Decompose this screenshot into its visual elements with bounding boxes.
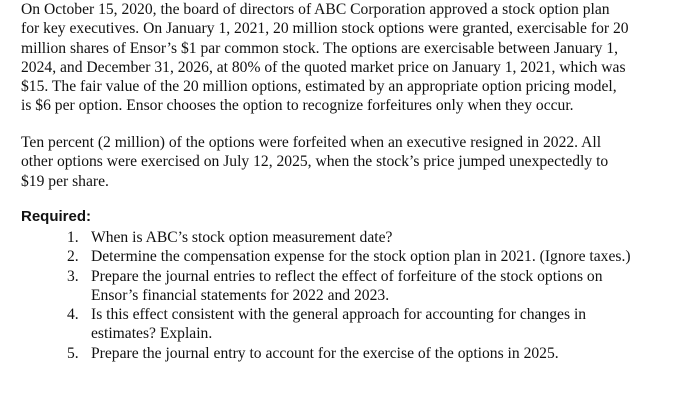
intro-paragraph: On October 15, 2020, the board of directors of ABC Corporation approved a stock option plan for key executives. On January 1, 2021, 20 million stock options were granted, exercisable for 20 million shares of Ensor’s $1 par common stock. The options are exercisable between January 1, 2024, and December 31, 2026, at 80% of the quoted market price on January 1, 2021, which was $15. The fair value of the 20 million options, estimated by an appropriate option pricing model, is $6 per option. Ensor chooses the option to recognize forfeitures only when they occur. [21, 1, 629, 115]
required-item-number: 5. [67, 344, 79, 362]
forfeiture-paragraph: Ten percent (2 million) of the options were forfeited when an executive resigned in 2022. All other options were exercised on July 12, 2025, when the stock’s price jumped unexpectedly to $19 per share. [21, 134, 609, 190]
required-list [67, 228, 693, 363]
required-item-3 [67, 267, 693, 306]
required-item-text: When is ABC’s stock option measurement date? [91, 229, 393, 246]
required-item-text: Is this effect consistent with the general approach for accounting for changes in estimates? Explain. [91, 306, 587, 343]
required-item-text: Prepare the journal entry to account for the exercise of the options in 2025. [91, 344, 559, 362]
required-item-text: Prepare the journal entries to reflect the effect of forfeiture of the stock options on Ensor’s financial statements for 2022 and 2023. [91, 267, 603, 304]
required-item-1 [67, 228, 693, 247]
required-item-2 [67, 247, 693, 266]
required-heading: Required: [21, 208, 92, 225]
required-item-text: Determine the compensation expense for the stock option plan in 2021. (Ignore taxes.) [91, 248, 631, 266]
required-item-number: 3. [67, 267, 79, 285]
required-item-4 [67, 305, 693, 344]
required-item-number: 4. [67, 306, 79, 324]
required-item-number: 1. [67, 229, 79, 246]
required-item-number: 2. [67, 248, 79, 266]
required-item-5 [67, 344, 693, 363]
